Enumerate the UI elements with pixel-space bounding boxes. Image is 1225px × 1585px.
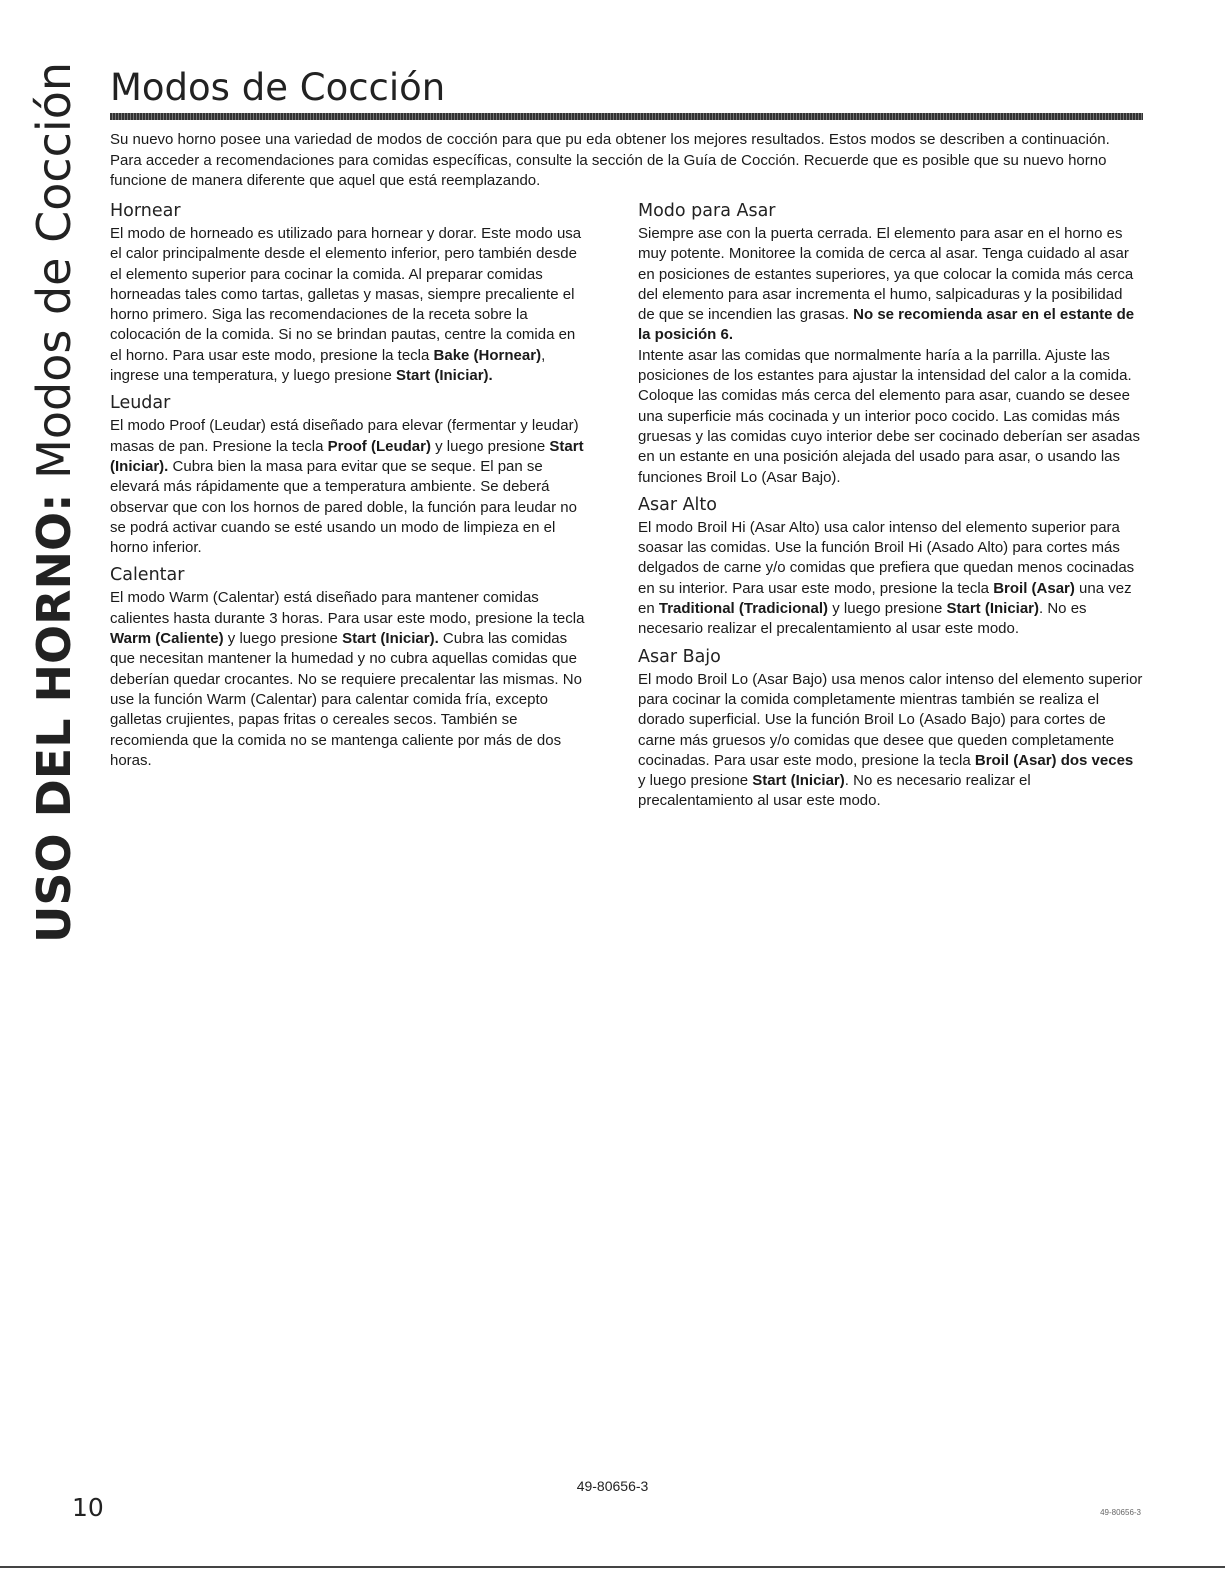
section-body: El modo Warm (Calentar) está diseñado para mantener comidas calientes hasta durante 3 horas. Para usar este modo, presione la tecla Warm (Caliente) y luego presione Start (Iniciar). Cubra las comidas que necesitan mantener la humedad y no cubra aquellas comidas que deberían quedar crocantes. No se requiere precalentar las mismas. No use la función Warm (Calentar) para calentar comida fría, excepto galletas crujientes, papas fritas o cereales secos. También se recomienda que la comida no se mantenga caliente por más de dos horas.: [110, 589, 585, 769]
section-heading: Calentar: [110, 565, 185, 586]
key-label: Start (Iniciar): [946, 600, 1040, 618]
section-heading: Leudar: [110, 393, 171, 414]
right-column: [638, 200, 1143, 818]
section-heading: Asar Alto: [638, 494, 717, 515]
key-label: Broil (Asar) dos veces: [974, 751, 1134, 769]
key-label: Proof (Leudar): [327, 437, 431, 455]
section-heading: Asar Bajo: [638, 646, 721, 667]
key-label: Start (Iniciar).: [342, 630, 439, 648]
section-heading: Hornear: [110, 201, 181, 221]
key-label: Broil (Asar): [993, 579, 1075, 597]
section-asar: [638, 200, 1143, 488]
section-asar-bajo: [638, 646, 1143, 812]
section-leudar: [110, 392, 586, 558]
section-heading: Modo para Asar: [638, 201, 776, 221]
key-label: Start (Iniciar): [752, 772, 845, 790]
section-body: Siempre ase con la puerta cerrada. El elemento para asar en el horno es muy potente. Monitoree la comida de cerca al asar. Tenga cuidado al asar en posiciones de estantes superiores, ya que colocar la comida más cerca del elemento para asar incrementa el humo, salpicaduras y la posibilidad de que se incendien las grasas. No se recomienda asar en el estante de la posición 6.: [638, 225, 1135, 344]
side-tab: [24, 62, 84, 943]
side-tab-light: Modos de Cocción: [27, 62, 81, 479]
section-body: El modo Broil Hi (Asar Alto) usa calor intenso del elemento superior para soasar las comidas. Use la función Broil Hi (Asado Alto) para cortes más delgados de carne y/o comidas que prefiera que quedan menos cocinadas en su interior. Para usar este modo, presione la tecla Broil (Asar) una vez en Traditional (Tradicional) y luego presione Start (Iniciar). No es necesario realizar el precalentamiento al usar este modo.: [638, 518, 1135, 638]
section-body: El modo de horneado es utilizado para hornear y dorar. Este modo usa el calor principalmente desde el elemento inferior, pero también desde el elemento superior para cocinar la comida. Al preparar comidas horneadas tales como tartas, galletas y masas, siempre precaliente el horno primero. Siga las recomendaciones de la receta sobre la colocación de la comida. Si no se brindan pautas, centre la comida en el horno. Para usar este modo, presione la tecla Bake (Hornear), ingrese una temperatura, y luego presione Start (Iniciar).: [110, 225, 582, 385]
section-hornear: [110, 200, 586, 386]
key-label: Warm (Caliente): [110, 630, 224, 648]
title-rule: [110, 113, 1143, 120]
page-title: Modos de Cocción: [110, 66, 446, 109]
warning-text: No se recomienda asar en el estante de la posición 6.: [638, 306, 1135, 344]
page-number: 10: [72, 1493, 104, 1522]
bottom-rule: [0, 1566, 1225, 1568]
section-body: El modo Proof (Leudar) está diseñado para elevar (fermentar y leudar) masas de pan. Presione la tecla Proof (Leudar) y luego presione Start (Iniciar). Cubra bien la masa para evitar que se seque. El pan se elevará más rápidamente que a temperatura ambiente. Se deberá observar que con los hornos de pared doble, la función para leudar no se podrá activar cuando se esté usando un modo de limpieza en el horno inferior.: [110, 417, 584, 557]
footer-small-code: 49-80656-3: [1100, 1508, 1141, 1517]
section-asar-alto: [638, 494, 1143, 640]
key-label: Traditional (Tradicional): [658, 600, 829, 618]
left-column: [110, 200, 586, 777]
footer-document-code: 49-80656-3: [576, 1478, 649, 1494]
key-label: Start (Iniciar).: [110, 437, 584, 475]
intro-paragraph: Su nuevo horno posee una variedad de modos de cocción para que pu eda obtener los mejores resultados. Estos modos se describen a continuación. Para acceder a recomendaciones para comidas específicas, consulte la sección de la Guía de Cocción. Recuerde que es posible que su nuevo horno funcione de manera diferente que aquel que está reemplazando.: [110, 131, 1110, 189]
section-body: El modo Broil Lo (Asar Bajo) usa menos calor intenso del elemento superior para cocinar la comida completamente mientras también se realiza el dorado superficial. Use la función Broil Lo (Asado Bajo) para cortes de carne más gruesos y/o comidas que desee que queden completamente cocinadas. Para usar este modo, presione la tecla Broil (Asar) dos veces y luego presione Start (Iniciar). No es necesario realizar el precalentamiento al usar este modo.: [638, 670, 1143, 810]
key-label: Bake (Hornear): [433, 346, 542, 364]
key-label: Start (Iniciar).: [396, 367, 493, 385]
section-calentar: [110, 564, 586, 771]
side-tab-bold: USO DEL HORNO:: [27, 493, 81, 943]
section-body-2: Intente asar las comidas que normalmente haría a la parrilla. Ajuste las posiciones de los estantes para ajustar la intensidad del calor a la comida. Coloque las comidas más cerca del elemento para asar, cuando se desee una superficie más cocinada y un interior poco cocido. Las comidas más gruesas y las comidas cuyo interior debe ser cocinado deberían ser asadas en un estante en una posición alejada del usado para asar, o usando las funciones Broil Lo (Asar Bajo).: [638, 346, 1140, 486]
